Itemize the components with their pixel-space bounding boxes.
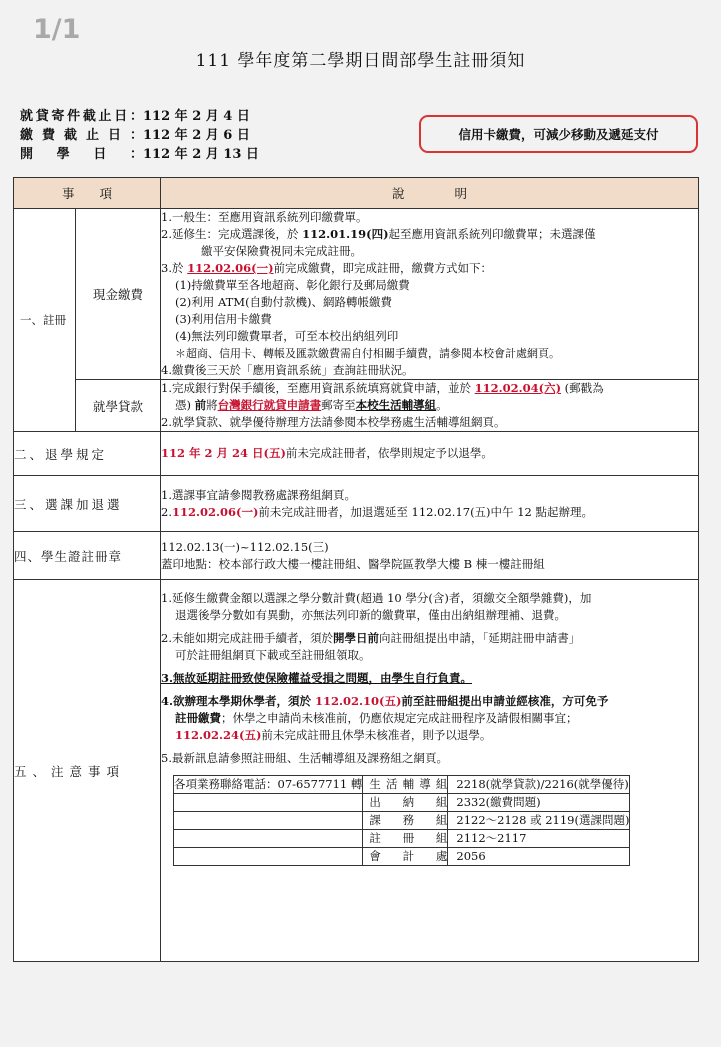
deadline-semester-start: 開學日：112 年 2 月 13 日 [20, 147, 259, 162]
contact-row: 註冊組 2112～2117 [174, 830, 630, 848]
deadline-payment: 繳費截止日：112 年 2 月 6 日 [20, 128, 250, 143]
student-loan-label: 就學貸款 [76, 380, 161, 432]
student-loan-description: 1.完成銀行對保手續後，至應用資訊系統填寫就貸申請，並於 112.02.04(六) (郵戳為 憑) 前將台灣銀行就貸申請書郵寄至本校生活輔導組。 2.就學貸款、就學優待辦理方法請參閱本校學務處生活輔導組網頁。 [161, 380, 699, 432]
course-selection-label: 三、選課加退選 [14, 476, 161, 532]
withdrawal-label: 二、退學規定 [14, 432, 161, 476]
row-withdrawal [14, 432, 699, 476]
cash-payment-label: 現金繳費 [76, 209, 161, 380]
category-registration: 一、註冊 [14, 209, 76, 432]
row-student-loan [14, 380, 699, 432]
row-course-selection [14, 476, 699, 532]
notes-label: 五、注意事項 [14, 580, 161, 962]
contact-row: 課務組 2122～2128 或 2119(選課問題) [174, 812, 630, 830]
registration-table [13, 177, 699, 962]
contact-list [161, 775, 698, 866]
page-title: 111 學年度第二學期日間部學生註冊須知 [195, 51, 526, 71]
deadline-loan: 就貸寄件截止日：112 年 2 月 4 日 [20, 109, 250, 124]
table-header [14, 178, 699, 209]
row-student-id-stamp [14, 532, 699, 580]
contact-row: 出納組 2332(繳費問題) [174, 794, 630, 812]
notes-description: 1.延修生繳費金額以選課之學分數計費(超過 10 學分(含)者，須繳交全額學雜費)，加 退選後學分數如有異動，亦無法列印新的繳費單，僅由出納組辦理補、退費。 2.未能如期完成註冊手續者，須於開學日前向註冊組提出申請，「延期註冊申請書」 可於註冊組網頁下載或至註冊組領取。 3.無故延期註冊致使保險權益受損之問題，由學生自行負責。 4.欲辦理本學期休學者，須於 112.02.10(五)前至註冊組提出申請並經核准，方可免予 註冊繳費；休學之申請尚未核准前，仍應依規定完成註冊程序及請假相關事宜； 112.02.24(五)前未完成註冊且休學未核准者，則予以退學。 5.最新訊息請參照註冊組、生活輔導組及課務組之網頁。 各項業務聯絡電話：07-6577711 轉 生活輔導組 2218(就學貸款)/2216(就學優待) 出納組 2332(繳費問題) 課務組 2122～2128 或 2119(選課問題) 註冊組 2112～2117 會計處 2056 [161, 580, 699, 962]
header-item: 事 項 [14, 178, 161, 209]
contact-row: 各項業務聯絡電話：07-6577711 轉 生活輔導組 2218(就學貸款)/2216(就學優待) [174, 776, 630, 794]
deadline-list [20, 107, 259, 164]
withdrawal-description: 112 年 2 月 24 日(五)前未完成註冊者，依學則規定予以退學。 [161, 432, 699, 476]
credit-card-callout: 信用卡繳費，可減少移動及遞延支付 [419, 115, 698, 153]
student-id-stamp-description: 112.02.13(一)~112.02.15(三) 蓋印地點：校本部行政大樓一樓註冊組、醫學院區教學大樓 B 棟一樓註冊組 [161, 532, 699, 580]
row-notes [14, 580, 699, 962]
student-id-stamp-label: 四、學生證註冊章 [14, 532, 161, 580]
cash-payment-description: 1.一般生：至應用資訊系統列印繳費單。 2.延修生：完成選課後，於 112.01.19(四)起至應用資訊系統列印繳費單；未選課僅 繳平安保險費視同未完成註冊。 3.於 112.02.06(一)前完成繳費，即完成註冊，繳費方式如下： (1)持繳費單至各地超商、彰化銀行及郵局繳費 (2)利用 ATM(自動付款機)、網路轉帳繳費 (3)利用信用卡繳費 (4)無法列印繳費單者，可至本校出納組列印 ＊超商、信用卡、轉帳及匯款繳費需自付相關手續費，請參閱本校會計處網頁。 4.繳費後三天於「應用資訊系統」查詢註冊狀況。 [161, 209, 699, 380]
row-cash-payment [14, 209, 699, 380]
header-description: 說 明 [161, 178, 699, 209]
contact-row: 會計處 2056 [174, 848, 630, 866]
course-selection-description: 1.選課事宜請參閱教務處課務組網頁。 2.112.02.06(一)前未完成註冊者，加退選延至 112.02.17(五)中午 12 點起辦理。 [161, 476, 699, 532]
page-indicator: 1/1 [33, 14, 81, 45]
